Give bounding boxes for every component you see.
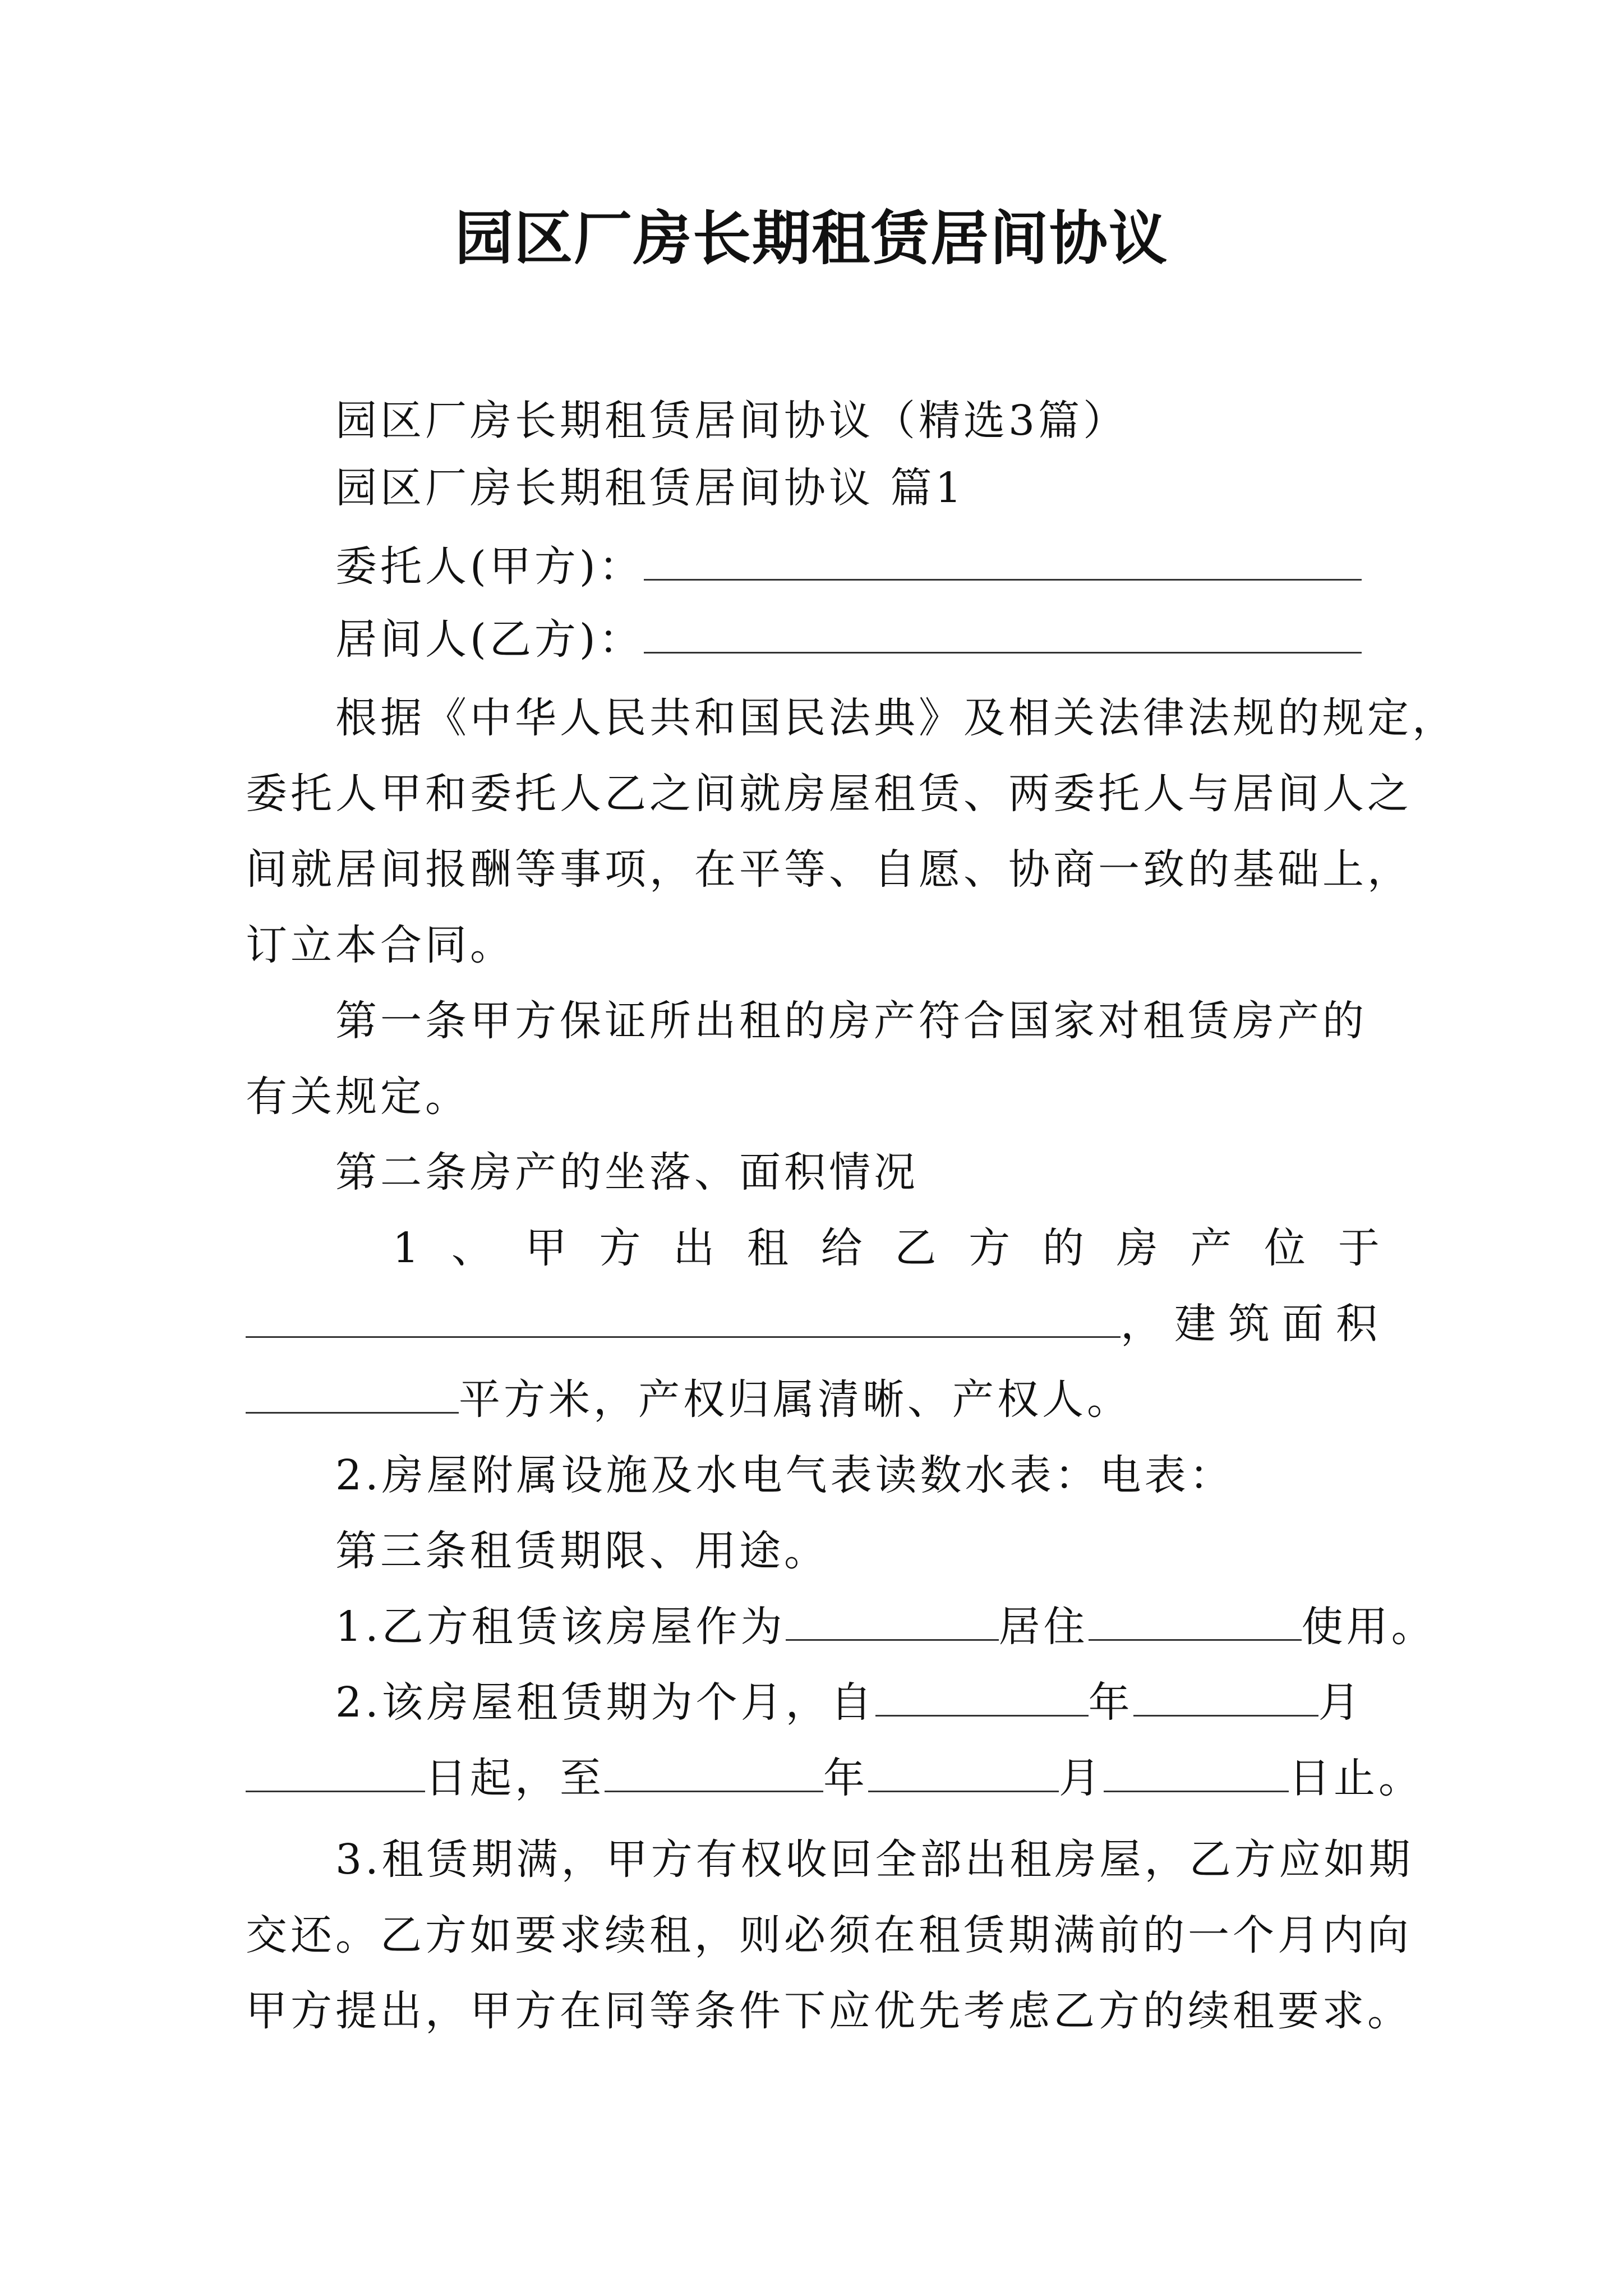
usage-end: 使用。 [1301,1603,1436,1651]
article2-item1-line-1 [393,1220,1380,1276]
spaced-char: 位 [1264,1224,1306,1272]
start-month-blank [1133,1680,1318,1717]
article2-heading: 第二条房产的坐落、面积情况 [335,1148,919,1197]
article3-heading: 第三条租赁期限、用途。 [335,1527,829,1575]
client-line [335,539,1362,595]
subtitle: 园区厂房长期租赁居间协议（精选3篇） [335,397,1128,445]
article2-item2: 2.房屋附属设施及水电气表读数水表：电表： [335,1451,1234,1499]
spaced-char: 租 [746,1224,789,1272]
spaced-char: 、 [451,1224,493,1272]
spaced-char: 方 [969,1224,1011,1272]
article2-item1-line-2 [246,1296,1390,1352]
end-month-blank [868,1756,1059,1792]
client-label: 委托人(甲方)： [335,542,644,591]
broker-line [335,611,1362,668]
usage-label: 1.乙方租赁该房屋作为 [335,1603,786,1651]
broker-blank [644,617,1362,654]
spaced-char: 产 [1190,1224,1232,1272]
end-year-blank [605,1756,823,1792]
intro-line-3: 间就居间报酬等事项，在平等、自愿、协商一致的基础上， [246,845,1412,894]
intro-line-1: 根据《中华人民共和国民法典》及相关法律法规的规定， [335,694,1457,742]
intro-line-4: 订立本合同。 [246,921,515,969]
document-title: 园区厂房长期租赁居间协议 [454,204,1168,273]
article3-item3-line-2: 交还。乙方如要求续租，则必须在租赁期满前的一个月内向 [246,1911,1412,1959]
end-day-blank [1104,1756,1289,1792]
intro-line-2: 委托人甲和委托人乙之间就房屋租赁、两委托人与居间人之 [246,770,1412,818]
spaced-char: 乙 [895,1224,937,1272]
article3-item2-line-2 [246,1750,1423,1806]
area-text: 平方米，产权归属清晰、产权人。 [459,1375,1132,1424]
usage-blank-1 [786,1604,999,1641]
spaced-char: 房 [1116,1224,1158,1272]
article1-line-1: 第一条甲方保证所出租的房产符合国家对租赁房产的 [335,997,1367,1045]
start-month-label: 月 [1318,1678,1363,1727]
article1-line-2: 有关规定。 [246,1073,470,1121]
end-month-label: 月 [1059,1754,1104,1802]
broker-label: 居间人(乙方)： [335,615,644,664]
area-blank [246,1377,459,1414]
client-blank [644,544,1362,581]
location-blank [246,1301,1121,1338]
article3-item3-line-3: 甲方提出，甲方在同等条件下应优先考虑乙方的续租要求。 [246,1987,1412,2035]
start-year-blank [875,1680,1089,1717]
end-year-label: 年 [823,1754,868,1802]
start-day-blank [246,1756,425,1792]
spaced-char: 于 [1338,1224,1380,1272]
section-heading: 园区厂房长期租赁居间协议 篇1 [335,464,965,512]
spaced-char: 甲 [525,1224,567,1272]
article2-item1-line-3 [246,1372,1132,1428]
term-label: 2.该房屋租赁期为个月，自 [335,1678,875,1727]
article3-item2-line-1 [335,1674,1363,1731]
area-label: ，建筑面积 [1121,1300,1390,1348]
end-day-label: 日止。 [1289,1754,1423,1802]
usage-mid: 居住 [998,1603,1089,1651]
article3-item3-line-1: 3.租赁期满，甲方有权收回全部出租房屋，乙方应如期 [335,1835,1414,1884]
spaced-char: 给 [820,1224,863,1272]
spaced-char: 的 [1042,1224,1084,1272]
spaced-char: 出 [673,1224,715,1272]
spaced-char: 1 [393,1224,419,1272]
start-year-label: 年 [1088,1678,1133,1727]
spaced-char: 方 [599,1224,641,1272]
usage-blank-2 [1089,1604,1302,1641]
article3-item1 [335,1599,1436,1655]
start-day-label: 日起，至 [425,1754,605,1802]
